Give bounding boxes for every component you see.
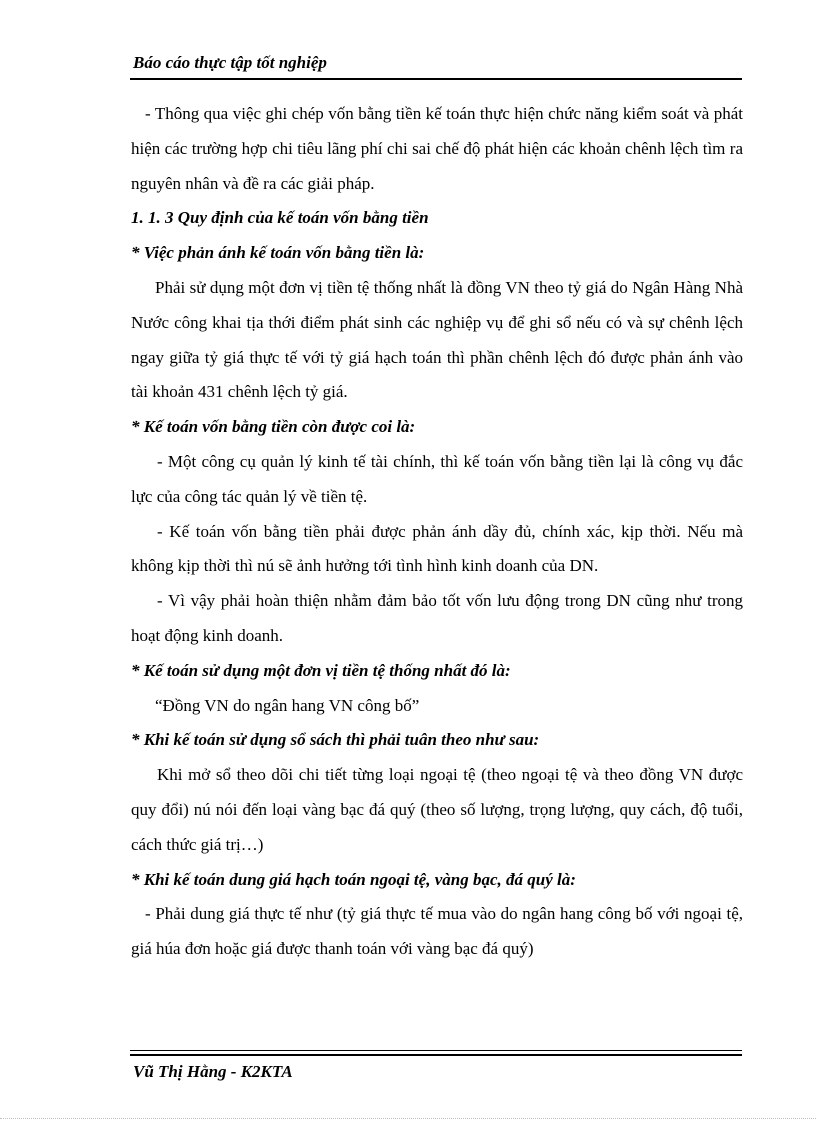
paragraph-3: - Một công cụ quản lý kinh tế tài chính, thì kế toán vốn bằng tiền lại là công vụ đắc lực của công tác quản lý về tiền tệ. — [131, 451, 743, 506]
footer-author: Vũ Thị Hằng - K2KTA — [133, 1062, 293, 1081]
subheading-currency-unit: * Kế toán sử dụng một đơn vị tiền tệ thống nhất đó là: — [131, 660, 511, 680]
subheading-books: * Khi kế toán sử dụng sổ sách thì phải tuân theo như sau: — [131, 730, 540, 750]
header-divider — [130, 78, 742, 80]
footer-divider-thick — [130, 1054, 742, 1056]
subheading-considered: * Kế toán vốn bằng tiền còn được coi là: — [131, 417, 416, 437]
subheading-reflect: * Việc phản ánh kế toán vốn bằng tiền là: — [131, 243, 425, 263]
paragraph-7: Khi mở sổ theo dõi chi tiết từng loại ngoại tệ (theo ngoại tệ và theo đồng VN được quy đổi) nú nói đến loại vàng bạc đá quý (theo số lượng, trọng lượng, quy cách, độ tuổi, cách thức giá trị…) — [131, 765, 743, 854]
paragraph-8: - Phải dung giá thực tế như (tỷ giá thực tế mua vào do ngân hang công bố với ngoại tệ, giá húa đơn hoặc giá được thanh toán với vàng bạc đá quý) — [131, 904, 743, 959]
section-heading-1-1-3: 1. 1. 3 Quy định của kế toán vốn bằng tiền — [131, 208, 429, 228]
page-edge — [0, 1118, 816, 1119]
paragraph-2: Phải sử dụng một đơn vị tiền tệ thống nhất là đồng VN theo tỷ giá do Ngân Hàng Nhà Nước công khai tịa thới điểm phát sinh các nghiệp vụ để ghi sổ nếu có và sự chênh lệch ngay giữa tỷ giá thực tế với tỷ giá hạch toán thì phần chênh lệch đó được phản ánh vào tài khoản 431 chênh lệch tỷ giá. — [131, 277, 743, 402]
paragraph-6: “Đồng VN do ngân hang VN công bố” — [155, 695, 420, 715]
document-body — [131, 97, 743, 967]
footer-divider-thin — [130, 1050, 742, 1051]
subheading-foreign-currency: * Khi kế toán dung giá hạch toán ngoại tệ, vàng bạc, đá quý là: — [131, 869, 576, 889]
header-title: Báo cáo thực tập tốt nghiệp — [133, 53, 327, 72]
paragraph-5: - Vì vậy phải hoàn thiện nhằm đảm bảo tốt vốn lưu động trong DN cũng như trong hoạt động kinh doanh. — [131, 591, 743, 645]
paragraph-4: - Kế toán vốn bằng tiền phải được phản ánh dầy đủ, chính xác, kịp thời. Nếu mà không kịp thời thì nú sẽ ảnh hưởng tới tình hình kinh doanh của DN. — [131, 521, 743, 576]
paragraph-1: - Thông qua việc ghi chép vốn bằng tiền kế toán thực hiện chức năng kiểm soát và phát hiện các trường hợp chi tiêu lãng phí chi sai chế độ phát hiện các khoản chênh lệch tìm ra nguyên nhân và đề ra các giải pháp. — [131, 104, 743, 193]
